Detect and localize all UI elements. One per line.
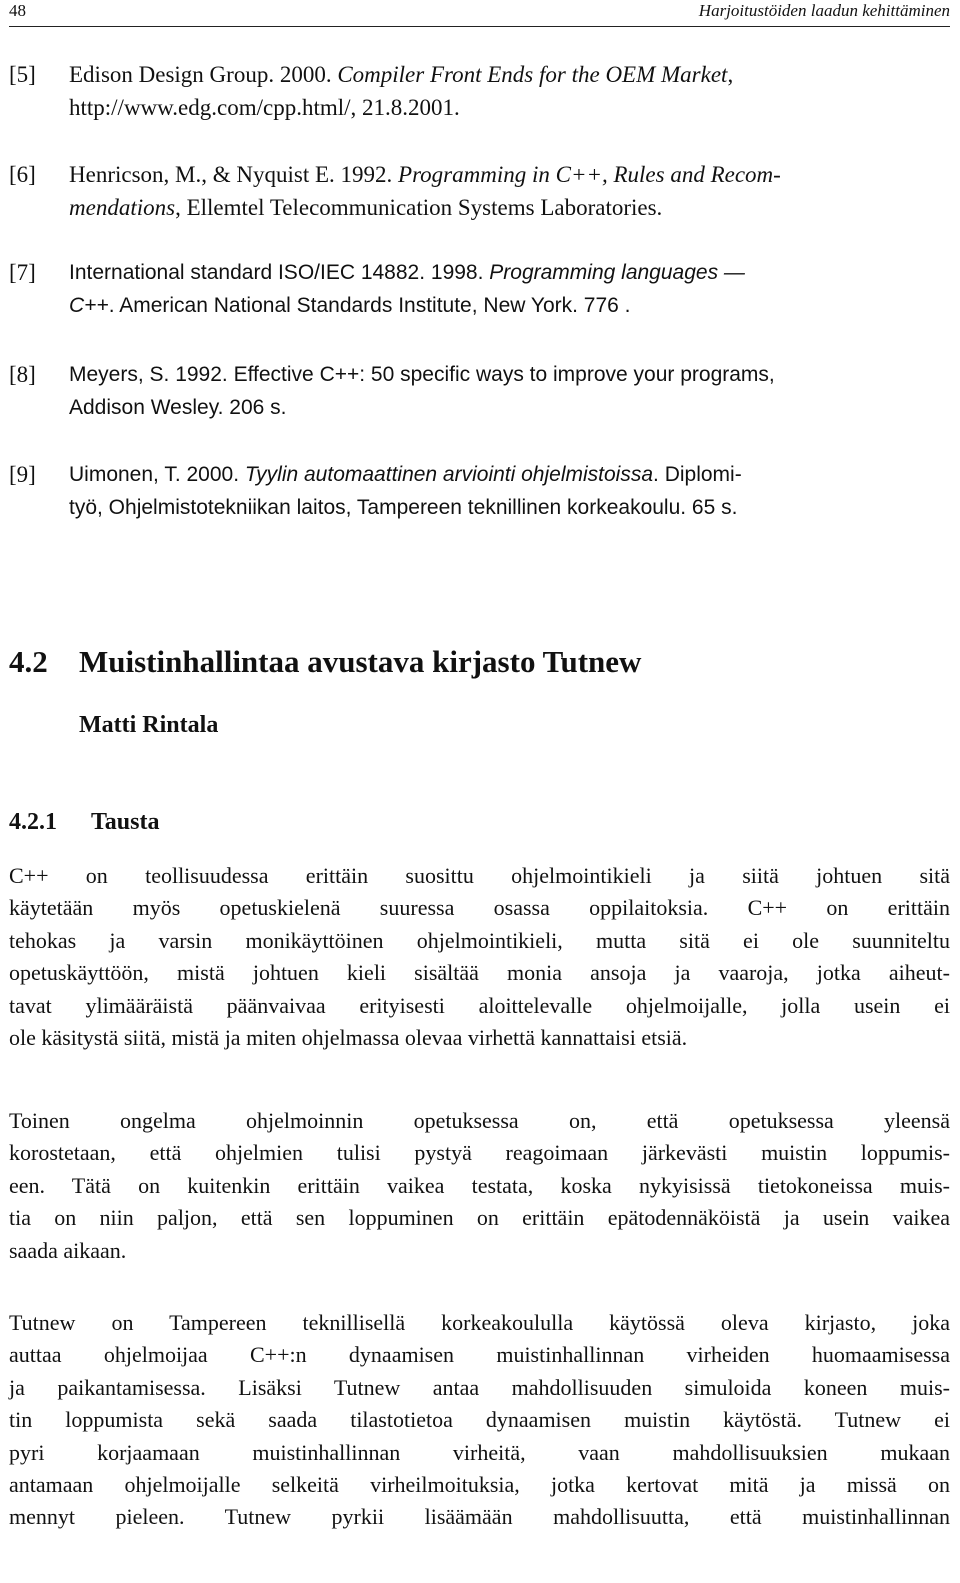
reference-number: [5] <box>9 62 36 87</box>
reference-text <box>69 358 950 424</box>
reference-line <box>69 91 950 124</box>
reference-line <box>69 289 950 322</box>
paragraph-line: auttaa ohjelmoijaa C++:n dynaamisen muistinhallinnan virheiden huomaamisessa <box>9 1342 950 1368</box>
paragraph-line: tehokas ja varsin monikäyttöinen ohjelmointikieli, mutta sitä ei ole suunniteltu <box>9 927 950 953</box>
reference-number: [9] <box>9 462 36 487</box>
reference-segment: . American National Standards Institute, New York. 776 . <box>108 294 631 317</box>
paragraph-line: een. Tätä on kuitenkin erittäin vaikea testata, koska nykyisissä tietokoneissa muis- <box>9 1172 950 1198</box>
reference-line <box>69 358 950 391</box>
subsection-heading <box>9 805 159 839</box>
reference-segment: Uimonen, T. 2000. <box>69 463 245 486</box>
reference-number: [7] <box>9 260 36 285</box>
reference-item <box>9 158 950 224</box>
paragraph-line: Tutnew on Tampereen teknillisellä korkeakoululla käytössä oleva kirjasto, joka <box>9 1310 950 1335</box>
reference-line <box>69 391 950 424</box>
paragraph <box>9 1105 950 1267</box>
paragraph-line: mennyt pieleen. Tutnew pyrkii lisäämään mahdollisuutta, että muistinhallinnan <box>9 1504 950 1530</box>
subsection-title: Tausta <box>91 809 160 835</box>
reference-number: [8] <box>9 362 36 387</box>
section-heading <box>9 642 641 682</box>
paragraph-line: korostetaan, että ohjelmien tulisi pystyä reagoimaan järkevästi muistin loppumis- <box>9 1140 950 1166</box>
reference-item <box>9 458 950 524</box>
reference-number: [6] <box>9 162 36 187</box>
reference-title-text: Programming in C++, Rules and Recom- <box>398 162 781 187</box>
reference-segment: työ, Ohjelmistotekniikan laitos, Tampereen teknillinen korkeakoulu. 65 s. <box>69 496 738 519</box>
reference-segment: Edison Design Group. 2000. <box>69 62 338 87</box>
reference-text <box>69 256 950 322</box>
paragraph-line: tia on niin paljon, että sen loppuminen on erittäin epätodennäköistä ja usein vaikea <box>9 1205 950 1231</box>
subsection-number: 4.2.1 <box>9 809 57 835</box>
paragraph <box>9 860 950 1054</box>
paragraph-line: ole käsitystä siitä, mistä ja miten ohjelmassa olevaa virhettä kannattaisi etsiä. <box>9 1024 688 1050</box>
reference-segment: . Diplomi- <box>653 463 742 486</box>
reference-text <box>69 458 950 524</box>
reference-title-text: Compiler Front Ends for the OEM Market <box>337 62 728 87</box>
paragraph-line: opetuskäyttöön, mistä johtuen kieli sisältää monia ansoja ja vaaroja, jotka aiheut- <box>9 960 950 986</box>
reference-segment: International standard ISO/IEC 14882. 1998. <box>69 261 490 284</box>
reference-line <box>69 491 950 524</box>
reference-title-text: mendations <box>69 195 176 220</box>
page-number: 48 <box>9 1 26 20</box>
reference-item <box>9 58 950 124</box>
page-header <box>9 0 950 27</box>
paragraph-line: saada aikaan. <box>9 1237 127 1263</box>
paragraph-line: tavat ylimääräistä päänvaivaa erityisesti aloittelevalle ohjelmoijalle, jolla usein ei <box>9 992 950 1018</box>
reference-item <box>9 358 950 424</box>
paragraph <box>9 1307 950 1534</box>
reference-line <box>69 158 950 191</box>
reference-line <box>69 256 950 289</box>
reference-segment: http://www.edg.com/cpp.html/, 21.8.2001. <box>69 95 460 120</box>
reference-segment: Henricson, M., & Nyquist E. 1992. <box>69 162 399 187</box>
reference-segment: Meyers, S. 1992. Effective C++: 50 specific ways to improve your programs, <box>69 363 775 386</box>
paragraph-line: tin loppumista sekä saada tilastotietoa dynaamisen muistin käytöstä. Tutnew ei <box>9 1407 950 1433</box>
section-number: 4.2 <box>9 644 48 679</box>
paragraph-line: C++ on teollisuudessa erittäin suosittu ohjelmointikieli ja siitä johtuen sitä <box>9 863 950 888</box>
reference-text <box>69 158 950 224</box>
reference-line <box>69 458 950 491</box>
reference-segment: , Ellemtel Telecommunication Systems Laboratories. <box>175 195 663 220</box>
reference-line <box>69 191 950 224</box>
reference-item <box>9 256 950 322</box>
reference-title-text: Programming languages — <box>489 261 745 284</box>
reference-segment: , <box>727 62 734 87</box>
reference-text <box>69 58 950 124</box>
reference-title-text: Tyylin automaattinen arviointi ohjelmistoissa <box>244 463 654 486</box>
paragraph-line: ja paikantamisessa. Lisäksi Tutnew antaa mahdollisuuden simuloida koneen muis- <box>9 1374 950 1400</box>
reference-line <box>69 58 950 91</box>
section-author: Matti Rintala <box>79 712 219 738</box>
paragraph-line: pyri korjaamaan muistinhallinnan virheitä, vaan mahdollisuuksien mukaan <box>9 1439 950 1465</box>
reference-segment: Addison Wesley. 206 s. <box>69 396 287 419</box>
reference-title-text: C++ <box>69 294 109 317</box>
running-title: Harjoitustöiden laadun kehittäminen <box>698 1 950 20</box>
paragraph-line: antamaan ohjelmoijalle selkeitä virheilmoituksia, jotka kertovat mitä ja missä on <box>9 1471 950 1497</box>
paragraph-line: käytetään myös opetuskielenä suuressa osassa oppilaitoksia. C++ on erittäin <box>9 895 950 921</box>
section-title: Muistinhallintaa avustava kirjasto Tutnew <box>79 644 642 679</box>
paragraph-line: Toinen ongelma ohjelmoinnin opetuksessa on, että opetuksessa yleensä <box>9 1108 950 1133</box>
